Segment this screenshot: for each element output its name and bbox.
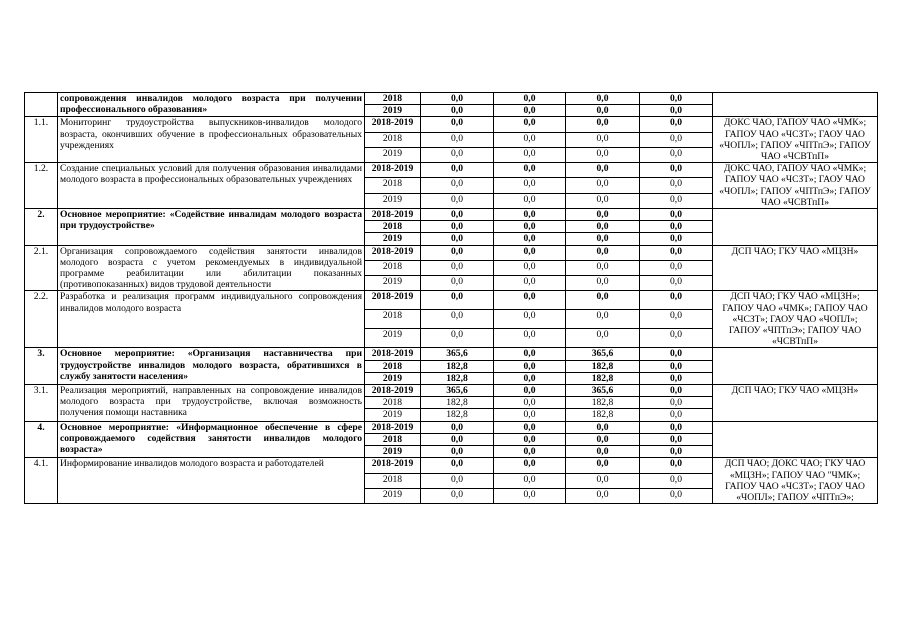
year-cell: 2019 — [365, 446, 421, 458]
year-cell: 2018 — [365, 93, 421, 105]
funding-value: 182,8 — [566, 397, 640, 409]
funding-value: 0,0 — [640, 276, 713, 291]
funding-value: 0,0 — [566, 105, 640, 117]
item-number: 3.1. — [25, 385, 58, 422]
table-row — [25, 385, 878, 397]
activity-title: Организация сопровождаемого содействия занятости инвалидов молодого возраста с учетом рекомендуемых в индивидуальной программе реабилитации или абилитации показанных (противопоказанных) видов трудовой деятельности — [58, 245, 365, 291]
funding-value: 0,0 — [640, 433, 713, 445]
year-cell: 2018-2019 — [365, 163, 421, 178]
funding-value: 0,0 — [640, 117, 713, 132]
responsible-executors — [713, 93, 878, 117]
activity-title: Разработка и реализация программ индивидуального сопровождения инвалидов молодого возраста — [58, 291, 365, 348]
funding-value: 0,0 — [421, 117, 494, 132]
year-cell: 2018 — [365, 397, 421, 409]
funding-value: 0,0 — [640, 446, 713, 458]
funding-value: 0,0 — [421, 473, 494, 488]
year-cell: 2018 — [365, 178, 421, 193]
funding-value: 0,0 — [640, 488, 713, 503]
item-number: 2.2. — [25, 291, 58, 348]
funding-value: 0,0 — [494, 276, 566, 291]
funding-value: 0,0 — [421, 93, 494, 105]
funding-value: 0,0 — [494, 329, 566, 348]
year-cell: 2019 — [365, 276, 421, 291]
responsible-executors — [713, 348, 878, 385]
year-cell: 2018-2019 — [365, 291, 421, 310]
funding-value: 0,0 — [640, 397, 713, 409]
funding-value: 0,0 — [566, 433, 640, 445]
funding-value: 0,0 — [566, 458, 640, 473]
funding-value: 0,0 — [494, 233, 566, 245]
item-number: 3. — [25, 348, 58, 385]
funding-value: 0,0 — [640, 245, 713, 260]
funding-value: 0,0 — [421, 446, 494, 458]
funding-value: 0,0 — [421, 132, 494, 147]
funding-value: 365,6 — [421, 385, 494, 397]
funding-value: 0,0 — [421, 488, 494, 503]
funding-value: 0,0 — [566, 221, 640, 233]
funding-value: 182,8 — [421, 409, 494, 421]
activity-title: Информирование инвалидов молодого возраста и работодателей — [58, 458, 365, 504]
table-row — [25, 209, 878, 221]
activity-title: Основное мероприятие: «Информационное обеспечение в сфере сопровождаемого содействия занятости инвалидов молодого возраста» — [58, 421, 365, 458]
responsible-executors — [713, 421, 878, 458]
funding-value: 0,0 — [566, 178, 640, 193]
funding-value: 0,0 — [494, 360, 566, 372]
funding-value: 0,0 — [640, 147, 713, 162]
item-number — [25, 93, 58, 117]
year-cell: 2018 — [365, 221, 421, 233]
funding-value: 0,0 — [421, 310, 494, 329]
funding-value: 182,8 — [421, 397, 494, 409]
funding-value: 0,0 — [566, 421, 640, 433]
funding-value: 0,0 — [640, 360, 713, 372]
responsible-executors: ДСП ЧАО; ГКУ ЧАО «МЦЗН»; ГАПОУ ЧАО «ЧМК»; ГАПОУ ЧАО «ЧСЗТ»; ГАОУ ЧАО «ЧОПЛ»; ГАПОУ «ЧПТпЭ»; ГАПОУ ЧАО «ЧСВТпП» — [713, 291, 878, 348]
item-number: 1.1. — [25, 117, 58, 163]
program-activities-table — [24, 92, 878, 504]
year-cell: 2018-2019 — [365, 385, 421, 397]
funding-value: 0,0 — [421, 291, 494, 310]
funding-value: 0,0 — [566, 147, 640, 162]
funding-value: 0,0 — [421, 276, 494, 291]
funding-value: 0,0 — [494, 93, 566, 105]
funding-value: 0,0 — [640, 348, 713, 360]
funding-value: 0,0 — [494, 310, 566, 329]
funding-value: 0,0 — [640, 310, 713, 329]
year-cell: 2019 — [365, 193, 421, 208]
year-cell: 2018-2019 — [365, 458, 421, 473]
funding-value: 0,0 — [494, 397, 566, 409]
funding-value: 0,0 — [566, 488, 640, 503]
funding-value: 0,0 — [566, 310, 640, 329]
funding-value: 365,6 — [566, 348, 640, 360]
funding-value: 0,0 — [640, 473, 713, 488]
funding-value: 182,8 — [566, 372, 640, 384]
year-cell: 2018 — [365, 360, 421, 372]
funding-value: 0,0 — [566, 209, 640, 221]
funding-value: 0,0 — [640, 385, 713, 397]
funding-value: 0,0 — [494, 488, 566, 503]
funding-value: 0,0 — [640, 209, 713, 221]
funding-value: 0,0 — [566, 93, 640, 105]
year-cell: 2019 — [365, 329, 421, 348]
funding-value: 0,0 — [494, 409, 566, 421]
activity-title: Мониторинг трудоустройства выпускников-инвалидов молодого возраста, окончивших обучение в профессиональных образовательных учреждениях — [58, 117, 365, 163]
table-row — [25, 245, 878, 260]
funding-value: 0,0 — [640, 193, 713, 208]
funding-value: 0,0 — [494, 209, 566, 221]
funding-value: 0,0 — [566, 245, 640, 260]
funding-value: 182,8 — [421, 372, 494, 384]
funding-value: 0,0 — [494, 117, 566, 132]
funding-value: 0,0 — [421, 458, 494, 473]
year-cell: 2019 — [365, 147, 421, 162]
funding-value: 0,0 — [494, 221, 566, 233]
funding-value: 0,0 — [640, 221, 713, 233]
funding-value: 365,6 — [421, 348, 494, 360]
year-cell: 2018-2019 — [365, 421, 421, 433]
funding-value: 0,0 — [640, 329, 713, 348]
year-cell: 2018-2019 — [365, 348, 421, 360]
year-cell: 2018 — [365, 310, 421, 329]
funding-value: 0,0 — [421, 260, 494, 275]
funding-value: 0,0 — [494, 291, 566, 310]
funding-value: 0,0 — [421, 433, 494, 445]
funding-value: 0,0 — [421, 233, 494, 245]
funding-value: 0,0 — [566, 233, 640, 245]
year-cell: 2018-2019 — [365, 209, 421, 221]
funding-value: 0,0 — [566, 291, 640, 310]
funding-value: 0,0 — [640, 105, 713, 117]
funding-value: 0,0 — [566, 193, 640, 208]
funding-value: 0,0 — [421, 105, 494, 117]
year-cell: 2018 — [365, 132, 421, 147]
funding-value: 0,0 — [640, 233, 713, 245]
funding-value: 0,0 — [640, 458, 713, 473]
funding-value: 0,0 — [494, 473, 566, 488]
item-number: 4.1. — [25, 458, 58, 504]
funding-value: 0,0 — [494, 105, 566, 117]
table-row — [25, 117, 878, 132]
year-cell: 2018 — [365, 473, 421, 488]
funding-value: 0,0 — [566, 132, 640, 147]
funding-value: 0,0 — [421, 329, 494, 348]
item-number: 1.2. — [25, 163, 58, 209]
table-row — [25, 291, 878, 310]
table-body — [25, 93, 878, 504]
funding-value: 0,0 — [494, 163, 566, 178]
year-cell: 2018-2019 — [365, 245, 421, 260]
funding-value: 0,0 — [566, 473, 640, 488]
funding-value: 0,0 — [640, 372, 713, 384]
year-cell: 2018 — [365, 260, 421, 275]
responsible-executors: ДСП ЧАО; ГКУ ЧАО «МЦЗН» — [713, 245, 878, 291]
funding-value: 0,0 — [494, 433, 566, 445]
funding-value: 0,0 — [640, 291, 713, 310]
funding-value: 0,0 — [421, 421, 494, 433]
activity-title: Реализация мероприятий, направленных на сопровождение инвалидов молодого возраста при трудоустройстве, включая возможность получения помощи наставника — [58, 385, 365, 422]
responsible-executors: ДСП ЧАО; ГКУ ЧАО «МЦЗН» — [713, 385, 878, 422]
funding-value: 0,0 — [640, 409, 713, 421]
item-number: 2.1. — [25, 245, 58, 291]
year-cell: 2019 — [365, 372, 421, 384]
funding-value: 0,0 — [421, 147, 494, 162]
funding-value: 0,0 — [494, 348, 566, 360]
responsible-executors — [713, 209, 878, 246]
table-row — [25, 163, 878, 178]
responsible-executors: ДОКС ЧАО, ГАПОУ ЧАО «ЧМК»; ГАПОУ ЧАО «ЧСЗТ»; ГАОУ ЧАО «ЧОПЛ»; ГАПОУ «ЧПТпЭ»; ГАПОУ ЧАО «ЧСВТпП» — [713, 117, 878, 163]
funding-value: 0,0 — [421, 163, 494, 178]
funding-value: 0,0 — [494, 385, 566, 397]
year-cell: 2019 — [365, 488, 421, 503]
funding-value: 0,0 — [640, 163, 713, 178]
funding-value: 182,8 — [566, 409, 640, 421]
funding-value: 0,0 — [421, 193, 494, 208]
funding-value: 0,0 — [421, 178, 494, 193]
funding-value: 0,0 — [494, 260, 566, 275]
funding-value: 0,0 — [566, 260, 640, 275]
funding-value: 0,0 — [640, 93, 713, 105]
responsible-executors: ДСП ЧАО; ДОКС ЧАО; ГКУ ЧАО «МЦЗН»; ГАПОУ ЧАО "ЧМК»; ГАПОУ ЧАО «ЧСЗТ»; ГАОУ ЧАО «ЧОПЛ»; ГАПОУ «ЧПТпЭ»; — [713, 458, 878, 504]
table-row — [25, 348, 878, 360]
funding-value: 0,0 — [494, 132, 566, 147]
responsible-executors: ДОКС ЧАО, ГАПОУ ЧАО «ЧМК»; ГАПОУ ЧАО «ЧСЗТ»; ГАОУ ЧАО «ЧОПЛ»; ГАПОУ «ЧПТпЭ»; ГАПОУ ЧАО «ЧСВТпП» — [713, 163, 878, 209]
funding-value: 0,0 — [494, 458, 566, 473]
funding-value: 0,0 — [566, 117, 640, 132]
funding-value: 0,0 — [640, 132, 713, 147]
activity-title: Создание специальных условий для получения образования инвалидами молодого возраста в профессиональных образовательных учреждениях — [58, 163, 365, 209]
year-cell: 2018-2019 — [365, 117, 421, 132]
funding-value: 0,0 — [640, 178, 713, 193]
table-row — [25, 93, 878, 105]
funding-value: 0,0 — [494, 178, 566, 193]
funding-value: 0,0 — [640, 421, 713, 433]
activity-title: Основное мероприятие: «Содействие инвалидам молодого возраста при трудоустройстве» — [58, 209, 365, 246]
funding-value: 0,0 — [566, 163, 640, 178]
funding-value: 0,0 — [566, 329, 640, 348]
year-cell: 2018 — [365, 433, 421, 445]
activity-title: сопровождения инвалидов молодого возраста при получении профессионального образования» — [58, 93, 365, 117]
year-cell: 2019 — [365, 105, 421, 117]
funding-value: 0,0 — [494, 147, 566, 162]
funding-value: 0,0 — [494, 245, 566, 260]
funding-value: 0,0 — [421, 221, 494, 233]
year-cell: 2019 — [365, 409, 421, 421]
table-row — [25, 458, 878, 473]
funding-value: 0,0 — [494, 193, 566, 208]
year-cell: 2019 — [365, 233, 421, 245]
funding-value: 182,8 — [566, 360, 640, 372]
table-row — [25, 421, 878, 433]
funding-value: 0,0 — [494, 446, 566, 458]
funding-value: 0,0 — [494, 421, 566, 433]
funding-value: 182,8 — [421, 360, 494, 372]
funding-value: 0,0 — [566, 446, 640, 458]
activity-title: Основное мероприятие: «Организация наставничества при трудоустройстве инвалидов молодого возраста, обратившихся в службу занятости населения» — [58, 348, 365, 385]
funding-value: 365,6 — [566, 385, 640, 397]
item-number: 4. — [25, 421, 58, 458]
item-number: 2. — [25, 209, 58, 246]
funding-value: 0,0 — [566, 276, 640, 291]
funding-value: 0,0 — [494, 372, 566, 384]
funding-value: 0,0 — [421, 209, 494, 221]
funding-value: 0,0 — [421, 245, 494, 260]
funding-value: 0,0 — [640, 260, 713, 275]
